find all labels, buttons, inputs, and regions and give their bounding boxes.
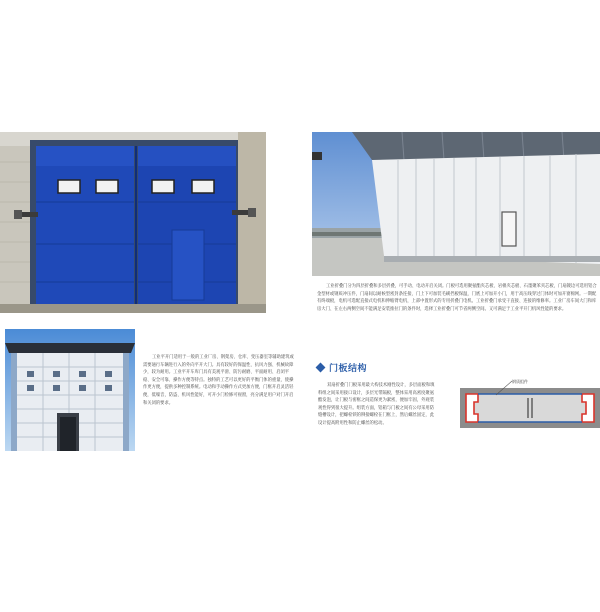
section-heading-text: 门板结构 (329, 364, 368, 374)
vertical-lift-door-photo (5, 329, 135, 451)
blue-swing-gate-photo (0, 132, 266, 313)
folding-hangar-door-photo (312, 132, 600, 276)
panel-cross-section-diagram (456, 378, 600, 430)
diagram-label: 钢质组件 (512, 379, 528, 384)
section-heading (317, 361, 367, 374)
diamond-icon (316, 363, 326, 373)
folding-door-description: 工业折叠门分为四层折叠和多层折叠，可手动、电动开启关闭。门板可选用聚氨酯夹芯板、岩棉夹芯板、石墨聚苯夹芯板，门扇镀边可选用铝合金型材或钢质冲压件，门扇间以耐候型密封条连接，门上下可加装毛刷挡板保温，门底上可加开小门，用于高压线穿过门体时可加开窗棉网。一期配有终端板，电机可选配直接式电机和伸缩臂电机，上部中置形式的专用折叠门电机。工业折叠门承受干直接、连接的维修率。工业厂房车间大门和库房大门、在左右两侧空间不能满足安装推拉门的条件时，选择工业折叠门可节省两侧空间。又可满足于工业平开门机风性能的要求。 (317, 284, 597, 312)
swing-door-description: 工业平开门适用于一般的工业厂房、钢架房、仓库、变压器室等辅助建筑或需要通行车辆进行入的外向平开大门。具有较好的保温性、抗风力强、机械故障少，较为耐用。工业平开车库门具有美观平滑、防污耐磨、平面耐用、启闭平稳、安全可靠、操作方便等特点。独特的工艺可以更好的平衡门体的重量，使操作更方便，提供多种控制系统。电动和手动操作方式更加方便，门框开启灵活轻便，低噪音，防盗、机风性能好，可开小门检修可视窗，亮分满足用户对门开启和关闭的要求。 (143, 355, 294, 406)
panel-structure-description: 双扇折叠门门板采用最大构技术刚性设计，多层面板和填料组之间采用接口设计，多层光带隔板，整体采用高密度聚氨酯发泡，让门板与密框之间造保更为紧密，便加牢固，外观装观性得到很大提升。组装方面，铝箱与门板之间有公母采用防缝槽设计，把螺栓锁的铆接螺栓在门框上，然后螺丝固定，此设计提高附用性和防止螺丝的松动。 (318, 383, 435, 426)
